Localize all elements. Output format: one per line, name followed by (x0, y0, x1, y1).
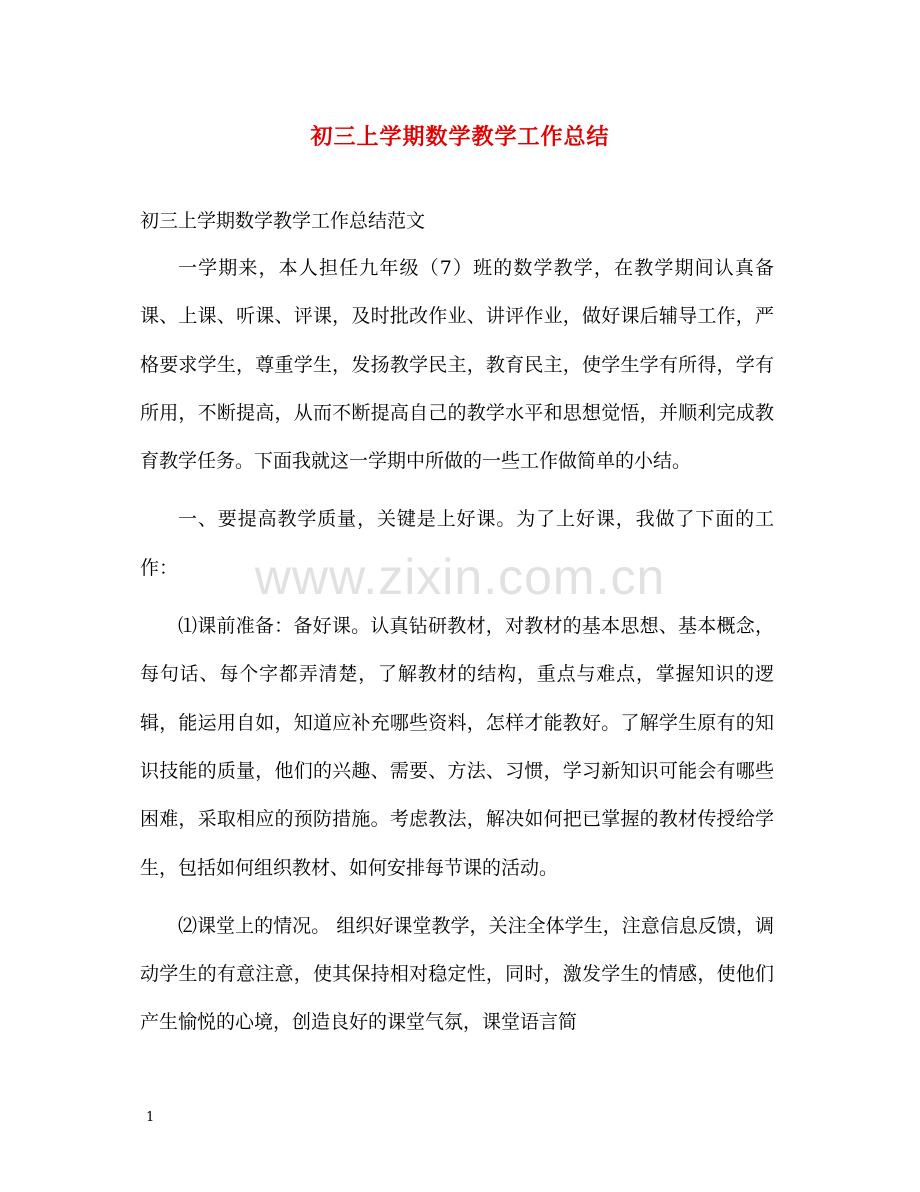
page-title: 初三上学期数学教学工作总结 (310, 124, 610, 150)
paragraph-intro: 一学期来，本人担任九年级（7）班的数学教学，在教学期间认真备课、上课、听课、评课，及时批改作业、讲评作业，做好课后辅导工作，严格要求学生，尊重学生，发扬教学民主，教育民主，使学生学有所得，学有所用，不断提高，从而不断提高自己的教学水平和思想觉悟，并顺利完成教育教学任务。下面我就这一学期中所做的一些工作做简单的小结。 (140, 257, 774, 473)
paragraph-section-one: 一、要提高教学质量，关键是上好课。为了上好课，我做了下面的工作： (140, 508, 774, 579)
paragraph-classroom: ⑵课堂上的情况。 组织好课堂教学，关注全体学生，注意信息反馈，调动学生的有意注意，使其保持相对稳定性，同时，激发学生的情感，使他们产生愉悦的心境，创造良好的课堂气氛，课堂语言简 (140, 914, 774, 1034)
paragraph-lesson-prep: ⑴课前准备：备好课。认真钻研教材，对教材的基本思想、基本概念，每句话、每个字都弄清楚，了解教材的结构，重点与难点，掌握知识的逻辑，能运用自如，知道应补充哪些资料，怎样才能教好。了解学生原有的知识技能的质量，他们的兴趣、需要、方法、习惯，学习新知识可能会有哪些困难，采取相应的预防措施。考虑教法，解决如何把已掌握的教材传授给学生，包括如何组织教材、如何安排每节课的活动。 (140, 615, 774, 879)
page-number: 1 (146, 1110, 155, 1125)
document-body (140, 244, 774, 1057)
document-subtitle: 初三上学期数学教学工作总结范文 (140, 210, 426, 232)
watermark-text: www.zixin.com.cn (254, 549, 666, 605)
